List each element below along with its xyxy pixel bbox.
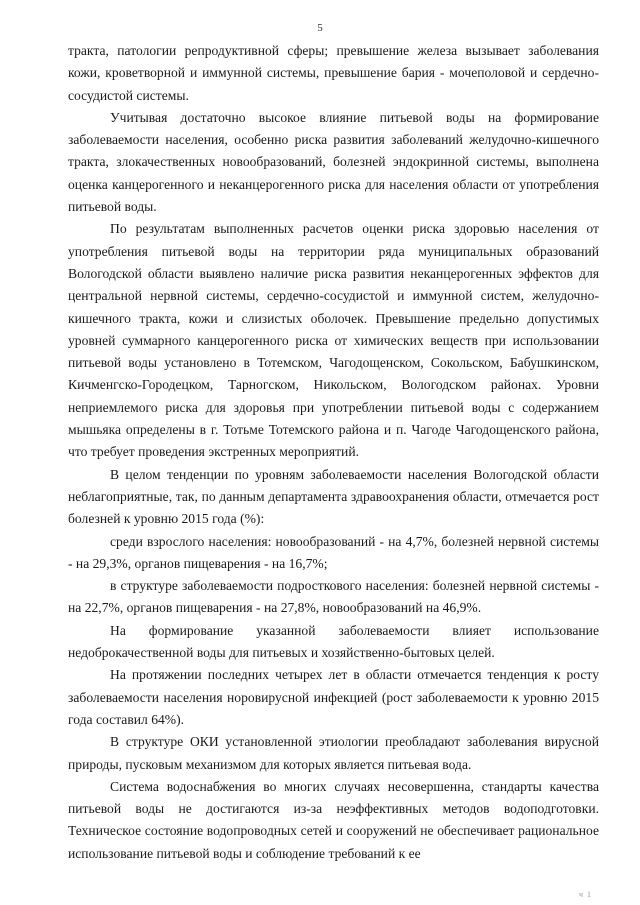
paragraph-1-continuation: тракта, патологии репродуктивной сферы; превышение железа вызывает заболевания кожи, кроветворной и иммунной системы, превышение бария - мочеполовой и сердечно-сосудистой системы. <box>68 43 599 103</box>
paragraph-5-adults: среди взрослого населения: новообразований - на 4,7%, болезней нервной системы - на 29,3%, органов пищеварения - на 16,7%; <box>68 533 599 571</box>
paragraph-3: По результатам выполненных расчетов оценки риска здоровью населения от употребления питьевой воды на территории ряда муниципальных образований Вологодской области выявлено наличие риска развития неканцерогенных эффектов для центральной нервной системы, сердечно-сосудистой и иммунной систем, желудочно-кишечного тракта, кожи и слизистых оболочек. Превышение предельно допустимых уровней суммарного канцерогенного риска от химических веществ при использовании питьевой воды установлено в Тотемском, Чагодощенском, Сокольском, Бабушкинском, Кичменгско-Городецком, Тарногском, Никольском, Вологодском районах. Уровни неприемлемого риска для здоровья при употреблении питьевой воды с содержанием мышьяка определены в г. Тотьме Тотемского района и п. Чагоде Чагодощенского района, что требует проведения экстренных мероприятий. <box>68 221 599 460</box>
paragraph-6-teenagers: в структуре заболеваемости подросткового населения: болезней нервной системы - на 22,7%, органов пищеварения - на 27,8%, новообразований на 46,9%. <box>68 578 599 616</box>
paragraph-2: Учитывая достаточно высокое влияние питьевой воды на формирование заболеваемости населения, особенно риска развития заболеваний желудочно-кишечного тракта, злокачественных новообразований, болезней эндокринной системы, выполнена оценка канцерогенного и неканцерогенного риска для населения области от употребления питьевой воды. <box>68 109 599 215</box>
paragraph-8: На протяжении последних четырех лет в области отмечается тенденция к росту заболеваемости населения норовирусной инфекцией (рост заболеваемости к уровню 2015 года составил 64%). <box>68 667 599 727</box>
corner-mark: ч 1 <box>578 890 592 899</box>
paragraph-7: На формирование указанной заболеваемости влияет использование недоброкачественной воды для питьевых и хозяйственно-бытовых целей. <box>68 622 599 661</box>
page-number: 5 <box>317 22 323 34</box>
paragraph-9: В структуре ОКИ установленной этиологии преобладают заболевания вирусной природы, пусковым механизмом для которых является питьевая вода. <box>68 734 599 772</box>
body-text <box>68 40 599 865</box>
paragraph-4: В целом тенденции по уровням заболеваемости населения Вологодской области неблагоприятные, так, по данным департамента здравоохранения области, отмечается рост болезней к уровню 2015 года (%): <box>68 466 599 527</box>
paragraph-10: Система водоснабжения во многих случаях несовершенна, стандарты качества питьевой воды не достигаются из-за неэффективных методов водоподготовки. Техническое состояние водопроводных сетей и сооружений не обеспечивает рациональное использование питьевой воды и соблюдение требований к ее <box>68 778 599 861</box>
